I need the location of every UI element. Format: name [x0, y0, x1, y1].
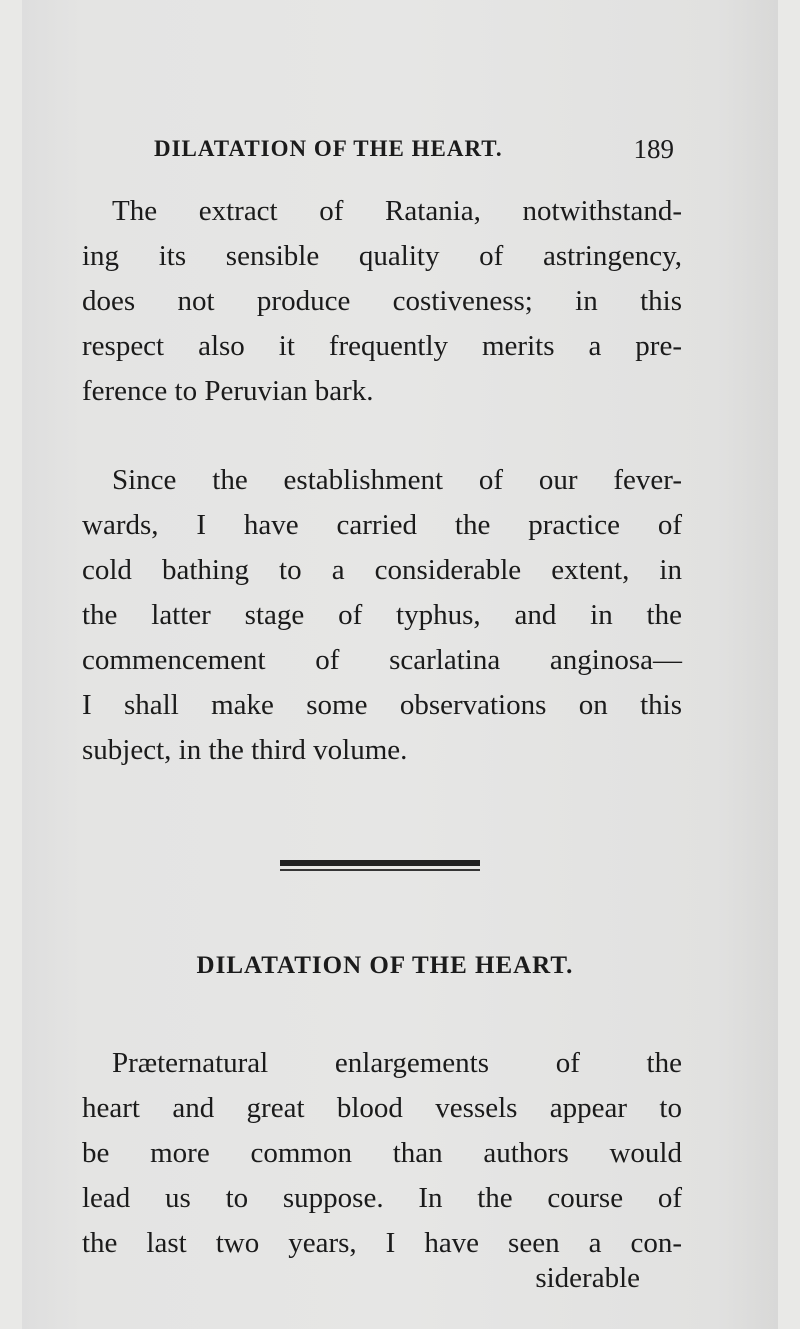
text-line: the latter stage of typhus, and in the	[82, 599, 682, 631]
book-page	[22, 0, 778, 1329]
paragraph-cold-bathing	[82, 458, 682, 773]
text-line: cold bathing to a considerable extent, in	[82, 554, 682, 586]
running-head	[154, 136, 674, 168]
text-line: respect also it frequently merits a pre-	[82, 330, 682, 362]
text-line: be more common than authors would	[82, 1137, 682, 1169]
text-line: ference to Peruvian bark.	[82, 375, 374, 407]
text-line: lead us to suppose. In the course of	[82, 1182, 682, 1214]
paragraph-ratania	[82, 189, 682, 414]
text-line: commencement of scarlatina anginosa—	[82, 644, 682, 676]
page-number: 189	[633, 134, 674, 164]
divider-thin-line	[280, 869, 480, 871]
text-line: The extract of Ratania, notwithstand-	[112, 195, 682, 227]
section-heading: DILATATION OF THE HEART.	[196, 952, 574, 979]
catchword: siderable	[535, 1262, 640, 1294]
text-line: Præternatural enlargements of the	[112, 1047, 682, 1079]
running-title: DILATATION OF THE HEART.	[154, 136, 503, 161]
text-line: wards, I have carried the practice of	[82, 509, 682, 541]
text-line: the last two years, I have seen a con-	[82, 1227, 682, 1259]
section-divider	[280, 858, 480, 874]
text-line: ing its sensible quality of astringency,	[82, 240, 682, 272]
text-line: I shall make some observations on this	[82, 689, 682, 721]
text-line: heart and great blood vessels appear to	[82, 1092, 682, 1124]
text-line: Since the establishment of our fever-	[112, 464, 682, 496]
text-line: does not produce costiveness; in this	[82, 285, 682, 317]
text-line: subject, in the third volume.	[82, 734, 408, 766]
divider-thick-line	[280, 860, 480, 866]
paragraph-enlargements	[82, 1041, 682, 1266]
